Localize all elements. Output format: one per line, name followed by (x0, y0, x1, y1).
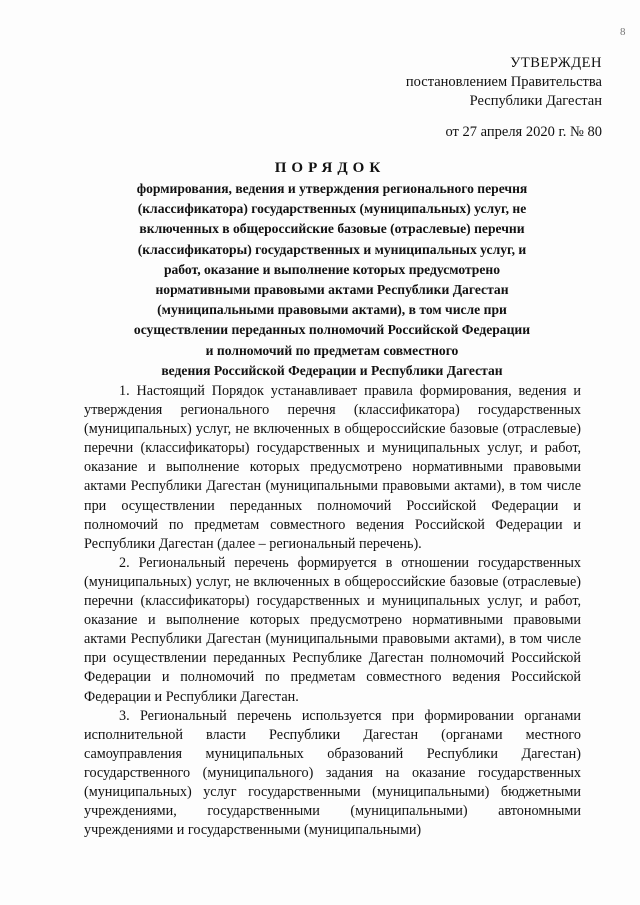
subtitle-line: и полномочий по предметам совместного (205, 342, 459, 358)
page-corner-mark: 8 (620, 26, 626, 38)
subtitle-line: (классификатора) государственных (муниципальных) услуг, не (137, 201, 527, 217)
subtitle-line: (муниципальными правовыми актами), в том числе при (157, 302, 507, 318)
subtitle-line: работ, оказание и выполнение которых предусмотрено (163, 261, 501, 277)
subtitle-line: (классификаторы) государственных и муниципальных услуг, и (137, 241, 527, 257)
approval-line-2: Республики Дагестан (469, 93, 602, 109)
paragraph-1: 1. Настоящий Порядок устанавливает правила формирования, ведения и утверждения регионального перечня (классификатора) государственных (муниципальных) услуг, не включенных в общероссийские базовые (отраслевые) перечни (классификаторы) государственных и муниципальных услуг, и работ, оказание и выполнение которых предусмотрено нормативными правовыми актами Республики Дагестан (муниципальными правовыми актами), в том числе при осуществлении переданных полномочий Российской Федерации и полномочий по предметам совместного ведения Российской Федерации и Республики Дагестан (далее – региональный перечень). (84, 383, 581, 552)
paragraph-2: 2. Региональный перечень формируется в отношении государственных (муниципальных) услуг, не включенных в общероссийские базовые (отраслевые) перечни (классификаторы) государственных и муниципальных услуг, и работ, оказание и выполнение которых предусмотрено нормативными правовыми актами Республики Дагестан (муниципальными правовыми актами), в том числе при осуществлении переданных Республике Дагестан полномочий Российской Федерации и полномочий по предметам совместного ведения Российской Федерации и Республики Дагестан. (84, 554, 581, 705)
approval-block (340, 54, 602, 142)
subtitle-line: осуществлении переданных полномочий Российской Федерации (133, 322, 531, 338)
document-title: ПОРЯДОК (274, 160, 386, 176)
approval-title: УТВЕРЖДЕН (510, 55, 602, 71)
document-body (84, 382, 581, 840)
subtitle-line: включенных в общероссийские базовые (отраслевые) перечни (139, 221, 525, 237)
subtitle-line: ведения Российской Федерации и Республики Дагестан (161, 362, 503, 378)
document-subtitle (84, 179, 580, 381)
approval-date: от 27 апреля 2020 г. № 80 (445, 124, 602, 140)
paragraph-3: 3. Региональный перечень используется при формировании органами исполнительной власти Республики Дагестан (органами местного самоуправления муниципальных образований Республики Дагестан) государственного (муниципального) задания на оказание государственных (муниципальных) услуг государственными (муниципальными) бюджетными учреждениями, государственными (муниципальными) автономными учреждениями и государственными (муниципальными) (84, 707, 581, 839)
subtitle-line: нормативными правовыми актами Республики Дагестан (155, 282, 509, 298)
approval-line-1: постановлением Правительства (405, 74, 602, 90)
subtitle-line: формирования, ведения и утверждения регионального перечня (136, 181, 528, 196)
